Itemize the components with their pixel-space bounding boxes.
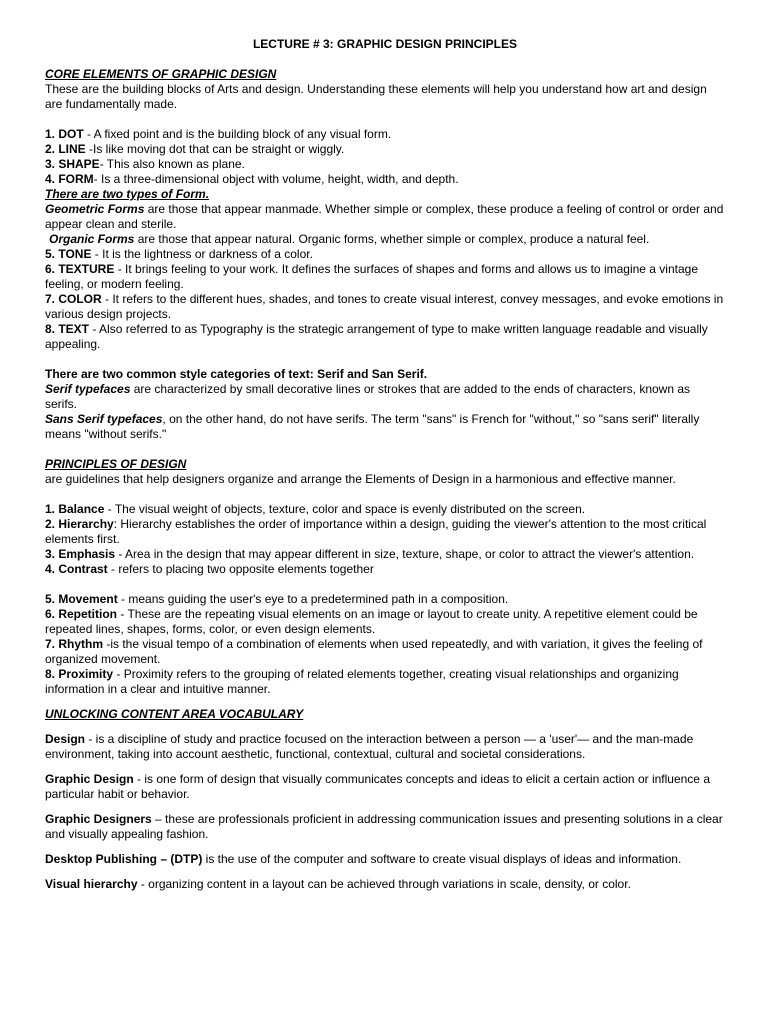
list-item <box>45 292 725 322</box>
item-desc: -is the visual tempo of a combination of elements when used repeatedly, and with variation, it gives the feeling of organized movement. <box>45 637 703 666</box>
item-term: 5. Movement <box>45 592 118 606</box>
item-term: 2. LINE <box>45 142 86 156</box>
item-term: 5. TONE <box>45 247 92 261</box>
item-desc: - It brings feeling to your work. It defines the surfaces of shapes and forms and allows us to imagine a vintage feeling, or modern feeling. <box>45 262 698 291</box>
item-term: Design <box>45 732 86 746</box>
item-term: 6. TEXTURE <box>45 262 115 276</box>
item-term: Serif typefaces <box>45 382 131 396</box>
item-desc: - This also known as plane. <box>99 157 245 171</box>
item-term: 8. TEXT <box>45 322 90 336</box>
core-intro: These are the building blocks of Arts and design. Understanding these elements will help you understand how art and design are fundamentally made. <box>45 82 707 111</box>
vocab-item <box>45 732 725 762</box>
list-item <box>45 607 725 637</box>
list-item <box>45 547 725 562</box>
item-desc: - means guiding the user's eye to a predetermined path in a composition. <box>117 592 509 606</box>
vocab-item <box>45 812 725 842</box>
item-term: 3. SHAPE <box>45 157 100 171</box>
item-term: Desktop Publishing – (DTP) <box>45 852 203 866</box>
form-types-heading: There are two types of Form. <box>45 187 210 201</box>
item-desc: - is one form of design that visually communicates concepts and ideas to elicit a certain action or influence a particular habit or behavior. <box>45 772 710 801</box>
list-item <box>45 262 725 292</box>
item-desc: - A fixed point and is the building block of any visual form. <box>83 127 392 141</box>
item-term: Geometric Forms <box>45 202 145 216</box>
item-term: 7. Rhythm <box>45 637 104 651</box>
section-heading-vocab: UNLOCKING CONTENT AREA VOCABULARY <box>45 707 304 721</box>
item-desc: -Is like moving dot that can be straight or wiggly. <box>85 142 345 156</box>
item-desc: are those that appear natural. Organic forms, whether simple or complex, produce a natural feel. <box>134 232 650 246</box>
item-desc: - Area in the design that may appear different in size, texture, shape, or color to attract the viewer's attention. <box>115 547 695 561</box>
item-desc: : Hierarchy establishes the order of importance within a design, guiding the viewer's attention to the most critical elements first. <box>45 517 707 546</box>
list-item <box>45 247 725 262</box>
list-item <box>45 502 725 517</box>
item-desc: are those that appear manmade. Whether simple or complex, these produce a feeling of control or order and appear clean and sterile. <box>45 202 724 231</box>
vocab-item <box>45 877 725 892</box>
item-term: 6. Repetition <box>45 607 118 621</box>
section-heading-principles: PRINCIPLES OF DESIGN <box>45 457 187 471</box>
item-term: Organic Forms <box>49 232 135 246</box>
item-term: 8. Proximity <box>45 667 114 681</box>
item-term: Graphic Designers <box>45 812 152 826</box>
list-item <box>45 562 725 577</box>
vocab-item <box>45 852 725 867</box>
item-desc: - refers to placing two opposite elements together <box>107 562 374 576</box>
item-desc: - The visual weight of objects, texture, color and space is evenly distributed on the screen. <box>104 502 586 516</box>
item-term: Sans Serif typefaces <box>45 412 163 426</box>
heading-text: There are two common style categories of text: Serif and San Serif. <box>45 367 428 381</box>
list-item <box>45 322 725 352</box>
item-desc: - These are the repeating visual elements on an image or layout to create unity. A repetitive element could be repeated lines, shapes, forms, color, or even design elements. <box>45 607 698 636</box>
list-item <box>45 157 725 172</box>
list-item <box>45 172 725 187</box>
geometric-forms <box>45 202 725 232</box>
item-desc: - It is the lightness or darkness of a color. <box>91 247 313 261</box>
item-term: 7. COLOR <box>45 292 102 306</box>
section-heading-core: CORE ELEMENTS OF GRAPHIC DESIGN <box>45 67 277 81</box>
item-term: 2. Hierarchy <box>45 517 114 531</box>
item-term: 4. FORM <box>45 172 94 186</box>
item-desc: are characterized by small decorative lines or strokes that are added to the ends of characters, known as serifs. <box>45 382 691 411</box>
item-desc: - is a discipline of study and practice focused on the interaction between a person — a 'user'— and the man-made environment, taking into account aesthetic, functional, contextual, cultural and societal considerations. <box>45 732 694 761</box>
item-term: Visual hierarchy <box>45 877 138 891</box>
item-term: 1. DOT <box>45 127 84 141</box>
list-item <box>45 142 725 157</box>
item-term: 4. Contrast <box>45 562 108 576</box>
item-term: 3. Emphasis <box>45 547 116 561</box>
item-desc: - It refers to the different hues, shades, and tones to create visual interest, convey messages, and evoke emotions in various design projects. <box>45 292 724 321</box>
list-item <box>45 517 725 547</box>
item-desc: – these are professionals proficient in addressing communication issues and presenting solutions in a clear and visually appealing fashion. <box>45 812 723 841</box>
organic-forms <box>45 232 725 247</box>
item-desc: - organizing content in a layout can be achieved through variations in scale, density, or color. <box>137 877 631 891</box>
item-desc: is the use of the computer and software to create visual displays of ideas and information. <box>202 852 682 866</box>
page-title: LECTURE # 3: GRAPHIC DESIGN PRINCIPLES <box>252 37 518 51</box>
list-item <box>45 637 725 667</box>
item-term: Graphic Design <box>45 772 134 786</box>
list-item <box>45 592 725 607</box>
list-item <box>45 127 725 142</box>
item-desc: - Is a three-dimensional object with volume, height, width, and depth. <box>93 172 459 186</box>
sans-serif-typefaces <box>45 412 725 442</box>
item-desc: - Proximity refers to the grouping of related elements together, creating visual relationships and organizing information in a clear and intuitive manner. <box>45 667 679 696</box>
text-styles-heading <box>45 367 725 382</box>
item-desc: , on the other hand, do not have serifs. The term "sans" is French for "without," so "sans serif" literally means "without serifs." <box>45 412 700 441</box>
list-item <box>45 667 725 697</box>
item-desc: - Also referred to as Typography is the strategic arrangement of type to make written language readable and visually appealing. <box>45 322 708 351</box>
vocab-item <box>45 772 725 802</box>
document-page <box>45 37 725 892</box>
item-term: 1. Balance <box>45 502 105 516</box>
principles-intro: are guidelines that help designers organize and arrange the Elements of Design in a harmonious and effective manner. <box>45 472 676 486</box>
serif-typefaces <box>45 382 725 412</box>
